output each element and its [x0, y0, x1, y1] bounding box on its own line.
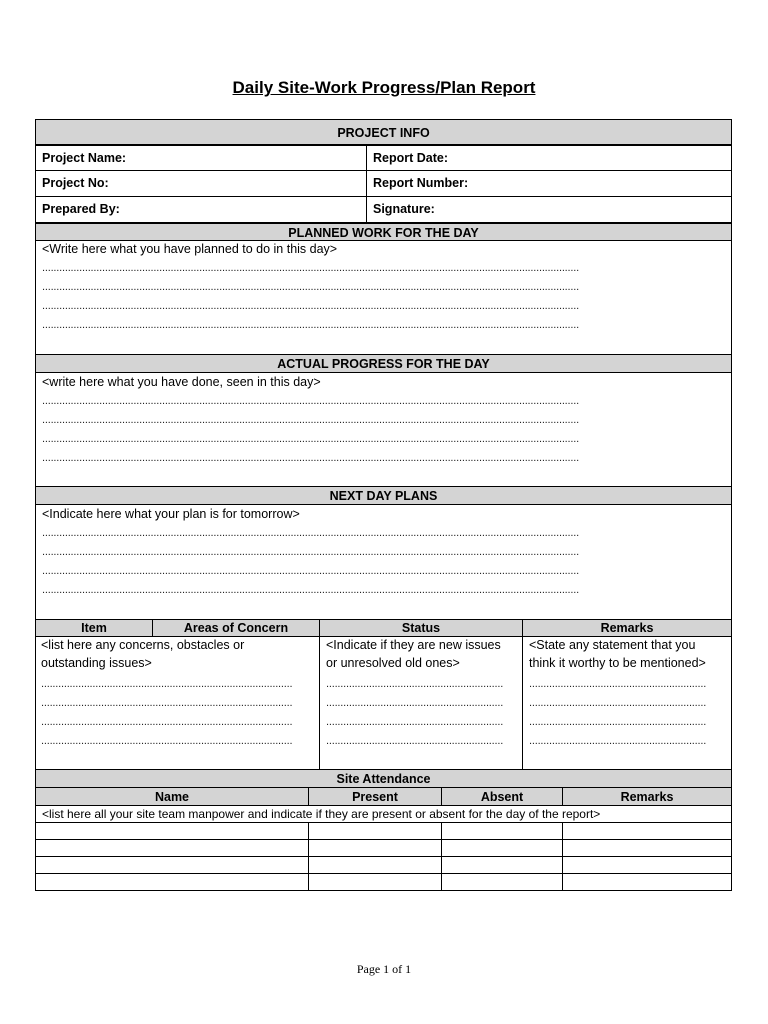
present-column-header: Present: [308, 787, 442, 806]
dotted-line[interactable]: ..............................................................: [529, 678, 707, 690]
dotted-line: ............................................................................................................................................................................................: [42, 433, 579, 445]
dotted-line[interactable]: ........................................................................................: [41, 678, 293, 690]
dotted-line: ............................................................................................................................................................................................: [42, 452, 579, 464]
dotted-line: ............................................................................................................................................................................................: [42, 565, 579, 577]
remarks-column-header: Remarks: [522, 619, 732, 637]
actual-progress-prompt: <write here what you have done, seen in this day>: [42, 375, 321, 389]
column-divider: [522, 636, 523, 770]
next-day-plans-header: NEXT DAY PLANS: [35, 486, 732, 505]
dotted-line: ............................................................................................................................................................................................: [42, 584, 579, 596]
dotted-line[interactable]: ........................................................................................: [41, 716, 293, 728]
dotted-line[interactable]: ..............................................................: [326, 735, 504, 747]
actual-progress-header: ACTUAL PROGRESS FOR THE DAY: [35, 354, 732, 373]
column-divider: [308, 822, 309, 891]
status-prompt-line2: or unresolved old ones>: [326, 656, 460, 670]
dotted-line: ............................................................................................................................................................................................: [42, 527, 579, 539]
dotted-line: ............................................................................................................................................................................................: [42, 546, 579, 558]
status-column-header: Status: [319, 619, 523, 637]
dotted-line: ............................................................................................................................................................................................: [42, 319, 579, 331]
project-name-label[interactable]: Project Name:: [35, 145, 367, 171]
prepared-by-label[interactable]: Prepared By:: [35, 196, 367, 223]
name-column-header: Name: [35, 787, 309, 806]
dotted-line[interactable]: ........................................................................................: [41, 735, 293, 747]
report-number-label[interactable]: Report Number:: [366, 170, 732, 197]
status-prompt-line1: <Indicate if they are new issues: [326, 638, 501, 652]
dotted-line[interactable]: ........................................................................................: [41, 697, 293, 709]
report-date-label[interactable]: Report Date:: [366, 145, 732, 171]
absent-column-header: Absent: [441, 787, 563, 806]
table-row: [35, 856, 732, 857]
site-attendance-header: Site Attendance: [35, 769, 732, 788]
dotted-line[interactable]: ..............................................................: [326, 716, 504, 728]
concerns-prompt-line2: outstanding issues>: [41, 656, 152, 670]
actual-progress-section[interactable]: [35, 372, 732, 487]
dotted-line[interactable]: ..............................................................: [529, 716, 707, 728]
planned-work-section[interactable]: [35, 240, 732, 355]
planned-work-prompt: <Write here what you have planned to do in this day>: [42, 242, 338, 256]
dotted-line[interactable]: ..............................................................: [529, 697, 707, 709]
dotted-line: ............................................................................................................................................................................................: [42, 262, 579, 274]
dotted-line: ............................................................................................................................................................................................: [42, 300, 579, 312]
dotted-line[interactable]: ..............................................................: [529, 735, 707, 747]
table-row: [35, 873, 732, 874]
column-divider: [441, 822, 442, 891]
remarks-prompt-line2: think it worthy to be mentioned>: [529, 656, 706, 670]
dotted-line: ............................................................................................................................................................................................: [42, 395, 579, 407]
attendance-remarks-column-header: Remarks: [562, 787, 732, 806]
item-column-header: Item: [35, 619, 153, 637]
dotted-line: ............................................................................................................................................................................................: [42, 414, 579, 426]
remarks-prompt-line1: <State any statement that you: [529, 638, 696, 652]
project-no-label[interactable]: Project No:: [35, 170, 367, 197]
dotted-line[interactable]: ..............................................................: [326, 678, 504, 690]
column-divider: [319, 636, 320, 770]
table-row: [35, 839, 732, 840]
column-divider: [562, 822, 563, 891]
dotted-line: ............................................................................................................................................................................................: [42, 281, 579, 293]
concerns-prompt-line1: <list here any concerns, obstacles or: [41, 638, 245, 652]
next-day-plans-section[interactable]: [35, 504, 732, 620]
dotted-line[interactable]: ..............................................................: [326, 697, 504, 709]
project-info-header: PROJECT INFO: [35, 119, 732, 145]
planned-work-header: PLANNED WORK FOR THE DAY: [35, 223, 732, 241]
page-number: Page 1 of 1: [356, 962, 412, 976]
next-day-plans-prompt: <Indicate here what your plan is for tomorrow>: [42, 507, 300, 521]
attendance-prompt-row: [35, 805, 732, 823]
signature-label[interactable]: Signature:: [366, 196, 732, 223]
attendance-prompt: <list here all your site team manpower and indicate if they are present or absent for the day of the report>: [42, 807, 601, 821]
areas-of-concern-column-header: Areas of Concern: [152, 619, 320, 637]
page-title: Daily Site-Work Progress/Plan Report: [232, 78, 536, 97]
